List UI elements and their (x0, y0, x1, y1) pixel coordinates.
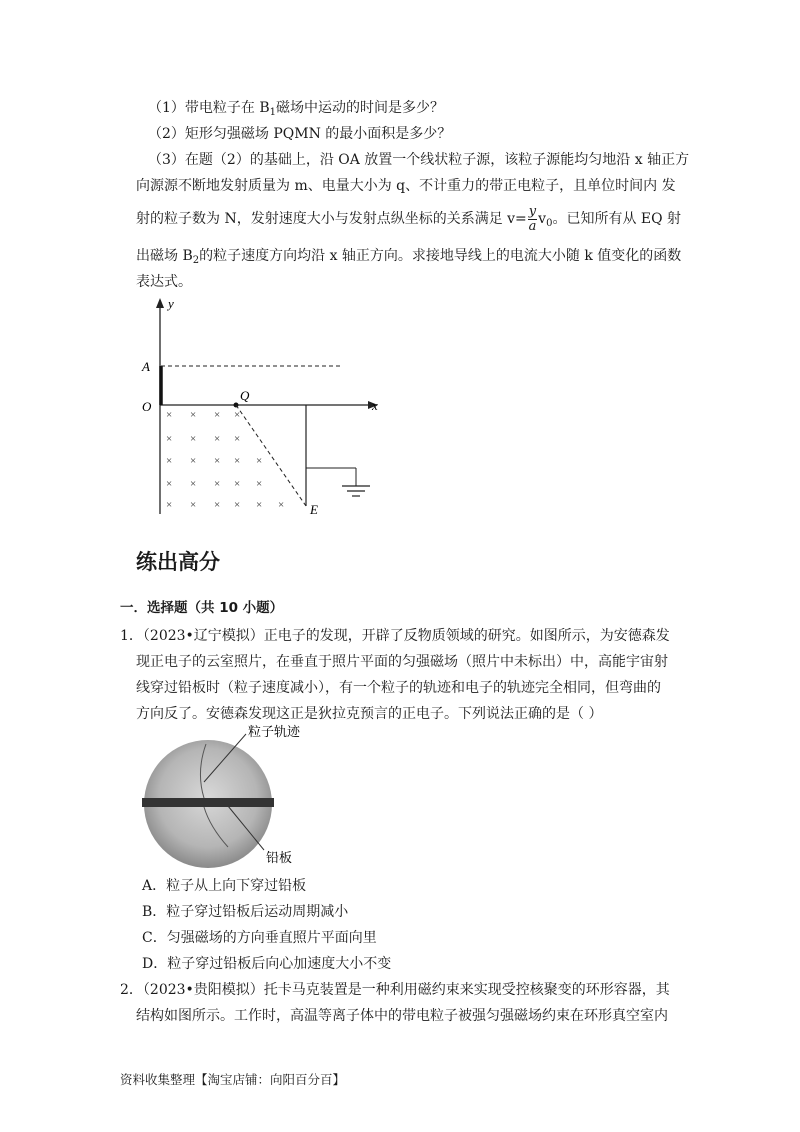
question-3-line-1: （3）在题（2）的基础上，沿 OA 放置一个线状粒子源，该粒子源能均匀地沿 x 轴正方 (148, 152, 690, 168)
label-x: x (372, 398, 378, 413)
q1-line-4: 方向反了。安德森发现这正是狄拉克预言的正电子。下列说法正确的是（ ） (136, 706, 603, 722)
label-lead-plate: 铅板 (266, 850, 293, 865)
field-cross: × (234, 478, 241, 490)
field-cross: × (166, 433, 173, 445)
q1-option-c: C．匀强磁场的方向垂直照片平面向里 (142, 930, 377, 946)
field-cross: × (234, 409, 241, 421)
question-3-line-2: 向源源不断地发射质量为 m、电量大小为 q、不计重力的带正电粒子，且单位时间内 发 (136, 178, 676, 194)
label-y: y (168, 296, 174, 311)
field-cross: × (214, 409, 221, 421)
question-3-line-5: 表达式。 (136, 274, 192, 290)
page-footer: 资料收集整理【淘宝店铺：向阳百分百】 (120, 1072, 346, 1087)
q2-line-2: 结构如图所示。工作时，高温等离子体中的带电粒子被强匀强磁场约束在环形真空室内 (136, 1008, 668, 1024)
field-cross: × (190, 433, 197, 445)
question-1-text: （1）带电粒子在 $B_1$磁场中运动的时间是多少？ (148, 100, 445, 118)
field-cross: × (214, 499, 221, 511)
y-axis-arrow (156, 298, 164, 308)
q1-option-d: D．粒子穿过铅板后向心加速度大小不变 (142, 956, 392, 972)
field-cross: × (234, 455, 241, 467)
field-cross: × (166, 409, 173, 421)
field-cross: × (256, 478, 263, 490)
fraction-y-over-a: $\frac{y}{a}$ (528, 203, 537, 234)
field-cross: × (214, 478, 221, 490)
q1-option-a: A．粒子从上向下穿过铅板 (142, 878, 307, 894)
question-3-line-3: 射的粒子数为 N，发射速度大小与发射点纵坐标的关系满足 v= $\frac{y}{a}$ $v_0$。已知所有从 EQ 射 (136, 203, 682, 234)
question-3-line-4: 出磁场 $B_2$的粒子速度方向均沿 x 轴正方向。求接地导线上的电流大小随 k 值变化的函数 (136, 248, 682, 266)
label-particle-track: 粒子轨迹 (248, 724, 301, 739)
label-E: E (310, 502, 318, 517)
field-cross: × (166, 499, 173, 511)
field-cross: × (234, 499, 241, 511)
field-cross: × (190, 499, 197, 511)
field-cross: × (190, 455, 197, 467)
field-cross: × (214, 433, 221, 445)
cloud-chamber-photo (138, 722, 348, 870)
subsection-title: 一．选择题（共 10 小题） (120, 600, 284, 616)
q1-line-2: 现正电子的云室照片，在垂直于照片平面的匀强磁场（照片中未标出）中，高能宇宙射 (136, 654, 668, 670)
field-cross: × (214, 455, 221, 467)
q1-line-3: 线穿过铅板时（粒子速度减小），有一个粒子的轨迹和电子的轨迹完全相同，但弯曲的 (136, 680, 661, 696)
q1-line-1: 1．（2023•辽宁模拟）正电子的发现，开辟了反物质领域的研究。如图所示，为安德森发 (120, 628, 670, 644)
section-title: 练出高分 (136, 550, 220, 574)
q2-line-1: 2．（2023•贵阳模拟）托卡马克装置是一种利用磁约束来实现受控核聚变的环形容器，其 (120, 982, 670, 998)
field-cross: × (256, 499, 263, 511)
lead-plate-bar (142, 798, 274, 807)
dashed-line-EQ (236, 405, 306, 506)
label-Q: Q (240, 388, 250, 403)
field-cross: × (166, 455, 173, 467)
question-2-text: （2）矩形匀强磁场 PQMN 的最小面积是多少？ (148, 126, 452, 142)
field-cross: × (190, 478, 197, 490)
magnetic-field-crosses (166, 409, 284, 511)
label-A: A (142, 359, 150, 374)
field-cross: × (256, 455, 263, 467)
q1-option-b: B．粒子穿过铅板后运动周期减小 (142, 904, 349, 920)
label-O: O (142, 399, 152, 414)
magnetic-field-diagram (130, 292, 390, 522)
field-cross: × (190, 409, 197, 421)
field-cross: × (234, 433, 241, 445)
field-cross: × (278, 499, 285, 511)
field-cross: × (166, 478, 173, 490)
